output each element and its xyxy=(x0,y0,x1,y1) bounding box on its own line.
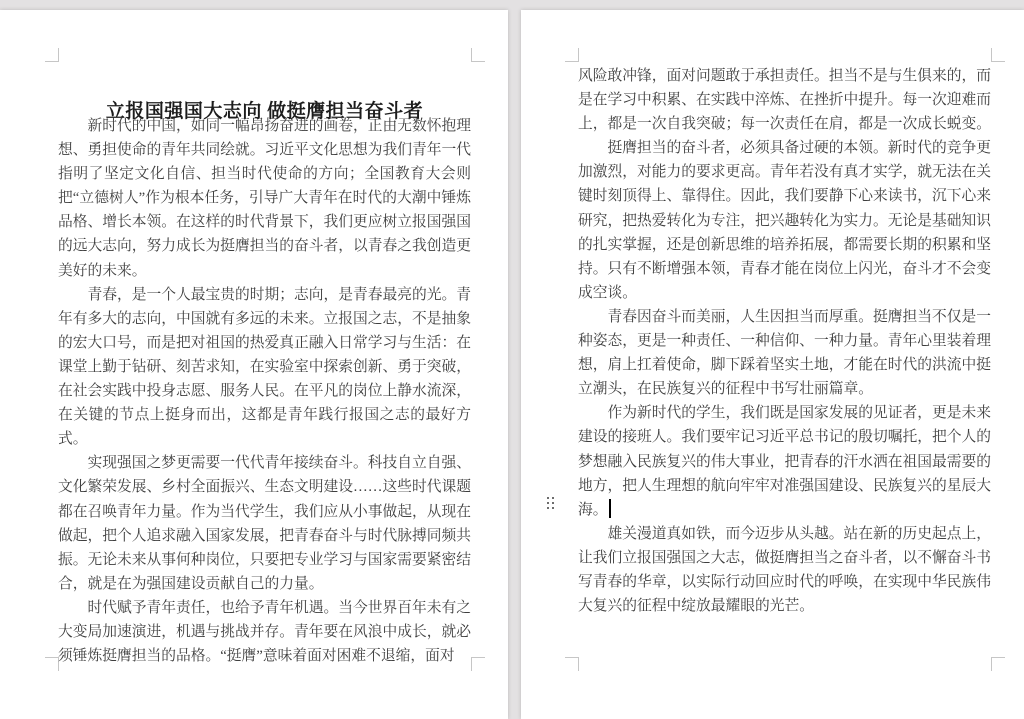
paragraph[interactable] xyxy=(578,401,991,521)
paragraph[interactable]: 风险敢冲锋，面对问题敢于承担责任。担当不是与生俱来的，而是在学习中积累、在实践中淬炼、在挫折中提升。每一次迎难而上，都是一次自我突破；每一次责任在肩，都是一次成长蜕变。 xyxy=(578,68,991,133)
margin-crop-mark-top-right xyxy=(471,48,485,62)
paragraph[interactable]: 新时代的中国，如同一幅昂扬奋进的画卷，正由无数怀抱理想、勇担使命的青年共同绘就。习近平文化思想为我们青年一代指明了坚定文化自信、担当时代使命的方向；全国教育大会则把“立德树人”作为根本任务，引导广大青年在时代的大潮中锤炼品格、增长本领。在这样的时代背景下，我们更应树立报国强国的远大志向，努力成长为挺膺担当的奋斗者，以青春之我创造更美好的未来。 xyxy=(58,118,471,279)
margin-crop-mark-top-left xyxy=(45,48,59,62)
paragraph-text[interactable]: 作为新时代的学生，我们既是国家发展的见证者，更是未来建设的接班人。我们要牢记习近平总书记的殷切嘱托，把个人的梦想融入民族复兴的伟大事业，把青春的汗水洒在祖国最需要的地方，把人生理想的航向牢牢对准强国建设、民族复兴的星辰大海。 xyxy=(578,405,991,518)
margin-crop-mark-bottom-left xyxy=(45,657,59,671)
margin-crop-mark-bottom-left xyxy=(565,657,579,671)
document-title[interactable]: 立报国强国大志向 做挺膺担当奋斗者 xyxy=(105,100,424,122)
six-dot-grid-icon xyxy=(547,497,549,499)
margin-crop-mark-top-left xyxy=(565,48,579,62)
paragraph[interactable]: 实现强国之梦更需要一代代青年接续奋斗。科技自立自强、文化繁荣发展、乡村全面振兴、生态文明建设……这些时代课题都在召唤青年力量。作为当代学生，我们应从小事做起，从现在做起，把个人追求融入国家发展，把青春奋斗与时代脉搏同频共振。无论未来从事何种岗位，只要把专业学习与国家需要紧密结合，就是在为强国建设贡献自己的力量。 xyxy=(58,455,471,592)
paragraph[interactable]: 雄关漫道真如铁，而今迈步从头越。站在新的历史起点上，让我们立报国强国之大志，做挺膺担当之奋斗者，以不懈奋斗书写青春的华章，以实际行动回应时代的呼唤，在实现中华民族伟大复兴的征程中绽放最耀眼的光芒。 xyxy=(578,525,991,615)
margin-crop-mark-top-right xyxy=(991,48,1005,62)
paragraph-drag-handle-icon[interactable] xyxy=(547,497,555,510)
document-page-2[interactable] xyxy=(521,10,1024,719)
page-2-text-body[interactable] xyxy=(578,64,991,618)
margin-crop-mark-bottom-right xyxy=(471,657,485,671)
margin-crop-mark-bottom-right xyxy=(991,657,1005,671)
paragraph[interactable]: 青春，是一个人最宝贵的时期；志向，是青春最亮的光。青年有多大的志向，中国就有多远的未来。立报国之志，不是抽象的宏大口号，而是把对祖国的热爱真正融入日常学习与生活：在课堂上勤于钻研、刻苦求知，在实验室中探索创新、勇于突破，在社会实践中投身志愿、服务人民。在平凡的岗位上静水流深，在关键的节点上挺身而出，这都是青年践行报国之志的最好方式。 xyxy=(58,286,471,448)
text-cursor-caret xyxy=(609,499,611,518)
paragraph[interactable]: 挺膺担当的奋斗者，必须具备过硬的本领。新时代的竞争更加激烈，对能力的要求更高。青年若没有真才实学，就无法在关键时刻顶得上、靠得住。因此，我们要静下心来读书，沉下心来研究，把热爱转化为专注，把兴趣转化为实力。无论是基础知识的扎实掌握，还是创新思维的培养拓展，都需要长期的积累和坚持。只有不断增强本领，青春才能在岗位上闪光，奋斗才不会变成空谈。 xyxy=(578,140,991,301)
paragraph[interactable]: 时代赋予青年责任，也给予青年机遇。当今世界百年未有之大变局加速演进，机遇与挑战并存。青年要在风浪中成长，就必须锤炼挺膺担当的品格。“挺膺”意味着面对困难不退缩，面对 xyxy=(58,599,471,665)
document-page-1[interactable] xyxy=(0,10,508,719)
paragraph[interactable]: 青春因奋斗而美丽，人生因担当而厚重。挺膺担当不仅是一种姿态，更是一种责任、一种信仰、一种力量。青年心里装着理想，肩上扛着使命，脚下踩着坚实土地，才能在时代的洪流中挺立潮头，在民族复兴的征程中书写壮丽篇章。 xyxy=(578,308,991,398)
page-1-text-body[interactable] xyxy=(58,114,471,668)
